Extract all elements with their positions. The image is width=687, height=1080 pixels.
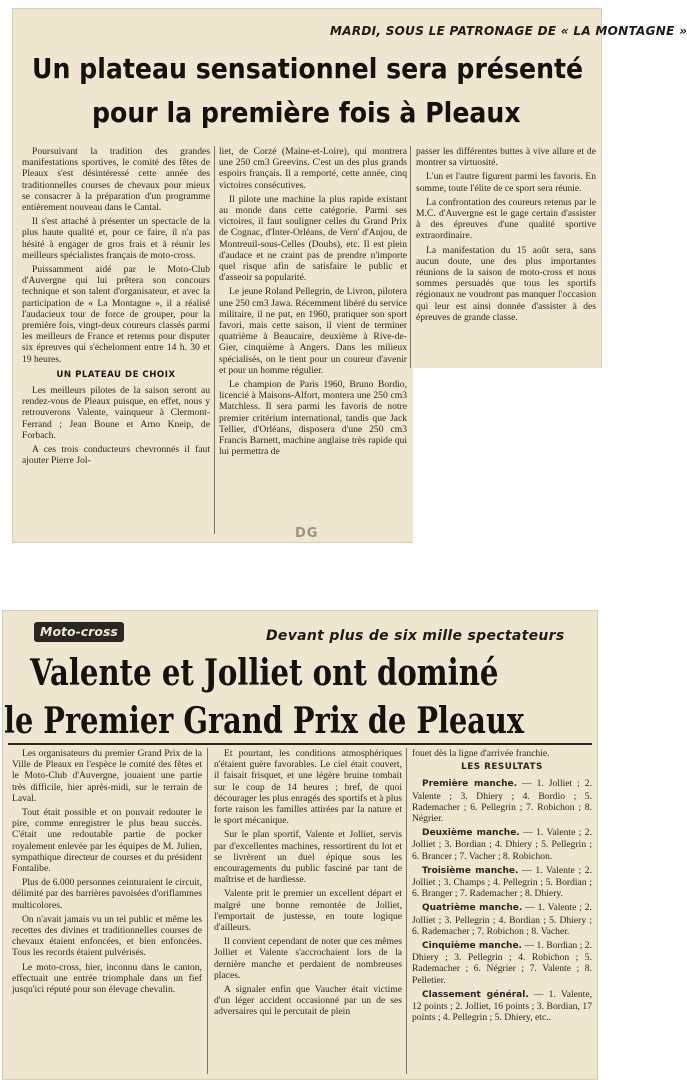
paragraph: Poursuivant la tradition des grandes manifestations sportives, le comité des fêtes de Pleaux s'est désintéressé cette année des traditionnelles courses de chevaux pour mieux se consacrer à la préparation d'un programme entièrement nouveau dans le Cantal.: [22, 146, 210, 214]
article-column-3: [416, 146, 596, 326]
result-entry: [412, 778, 592, 824]
result-entry: [412, 989, 592, 1024]
result-heading: Première manche.: [422, 779, 518, 790]
article-column-2: [214, 748, 402, 1021]
column-rule: [410, 146, 411, 368]
result-heading: Cinquième manche.: [422, 941, 522, 952]
paragraph: L'un et l'autre figurent parmi les favoris. En somme, toute l'élite de ce sport sera réunie.: [416, 171, 596, 194]
paragraph: Plus de 6.000 personnes ceinturaient le circuit, délimité par des barrières pavoisées d'oriflammes multicolores.: [12, 877, 202, 911]
headline-line-2: le Premier Grand Prix de Pleaux: [4, 700, 525, 742]
result-heading: Quatrième manche.: [422, 903, 523, 914]
paragraph: Il convient cependant de noter que ces mêmes Jolliet et Valente s'accrochaient lors de la dernière manche et perdaient de nombreuses places.: [214, 936, 402, 981]
paragraph: Les organisateurs du premier Grand Prix de la Ville de Pleaux en l'espèce le comité des fêtes et le Moto-Club d'Auvergne, jouaient une partie très difficile, hier après-midi, sur le terrain de Laval.: [12, 748, 202, 804]
paragraph: On n'avait jamais vu un tel public et même les recettes des divines et traditionnelles courses de chevaux étaient enfoncées, et bien enfoncées. Tous les records étaient pulvérisés.: [12, 913, 202, 959]
paragraph: Le champion de Paris 1960, Bruno Bordio, licencié à Maisons-Alfort, montera une 250 cm3 Matchless. Il sera parmi les favoris de notre premier critérium international, tandis que Jack Tellier, d'Orléans, disposera d'une 250 cm3 Francis Barnett, machine anglaise très rapide qui lui permettra de: [219, 379, 407, 458]
paragraph: Sur le plan sportif, Valente et Jolliet, servis par d'excellentes machines, ressortirent du lot et se livrèrent un duel épique sous les encouragements du public fasciné par tant de maîtrise et de hardiesse.: [214, 829, 402, 886]
result-entry: [412, 865, 592, 900]
paragraph: Valente prit le premier un excellent départ et malgré une bonne remontée de Jolliet, l'emportait de justesse, en toute logique d'ailleurs.: [214, 888, 402, 934]
result-text: — 1. Valente ; 2. Jolliet ; 3. Pellegrin ; 4. Bordian ; 5. Dhiery ; 6. Rademacher ; 7. Robichon ; 8. Vacher.: [412, 902, 592, 937]
column-rule: [406, 748, 407, 1074]
article-column-2: [219, 146, 407, 460]
stamp-mark: DG: [295, 526, 319, 541]
paragraph: passer les différentes buttes à vive allure et de montrer sa virtuosité.: [416, 146, 596, 169]
article-kicker: Devant plus de six mille spectateurs: [266, 628, 565, 644]
paragraph: liet, de Corzé (Maine-et-Loire), qui montrera une 250 cm3 Greevins. C'est un des plus grands espoirs français. Il a remporté, cette année, cinq victoires consécutives.: [219, 146, 407, 191]
paragraph: A signaler enfin que Vaucher était victime d'un léger accident occasionné par un de ses adversaires qui le percutait de plein: [214, 984, 402, 1018]
headline-line-1: Valente et Jolliet ont dominé: [30, 652, 499, 694]
article-column-1: [12, 748, 202, 998]
article-kicker: MARDI, SOUS LE PATRONAGE DE « LA MONTAGNE »: [330, 24, 687, 38]
paragraph: Et pourtant, les conditions atmosphériques n'étaient guère favorables. Le ciel était couvert, il faisait frisquet, et une légère bruine tombait sur le coup de 14 heures ; bref, de quoi décourager les plus enragés des sportifs et à plus forte raison les familles attirées par la nature et le sport mécanique.: [214, 748, 402, 827]
result-heading: Troisième manche.: [422, 865, 519, 876]
paragraph: La manifestation du 15 août sera, sans aucun doute, une des plus importantes réunions de la saison de moto-cross et nous sommes persuadés que tous les sportifs régionaux ne voudront pas manquer l'occasion qui leur est ainsi donnée d'assister à des épreuves de grande classe.: [416, 244, 596, 323]
result-entry: [412, 827, 592, 862]
result-entry: [412, 902, 592, 937]
results-title: LES RESULTATS: [461, 762, 543, 773]
result-heading: Deuxième manche.: [422, 828, 520, 839]
article-column-1: [22, 146, 210, 469]
section-subhead: UN PLATEAU DE CHOIX: [56, 369, 176, 380]
column-rule: [207, 748, 208, 1074]
paragraph: La confrontation des coureurs retenus par le M.C. d'Auvergne est le gage certain d'assister à des épreuves d'une qualité sportive extraordinaire.: [416, 196, 596, 242]
paragraph: A ces trois conducteurs chevronnés il faut ajouter Pierre Jol-: [22, 444, 210, 467]
headline-line-1: Un plateau sensationnel sera présenté: [32, 52, 584, 85]
paragraph: Le moto-cross, hier, inconnu dans le canton, effectuait une entrée triomphale dans un fief jusqu'ici réputé pour son élevage chevalin.: [12, 961, 202, 996]
paragraph: Les meilleurs pilotes de la saison seront au rendez-vous de Pleaux puisque, en effet, nous y retrouverons Valente, vainqueur à Clermont-Ferrand ; Jean Boune et Arno Kneip, de Forbach.: [22, 385, 210, 441]
paragraph: Il s'est attaché à présenter un spectacle de la plus haute qualité et, pour ce faire, il n'a pas hésité à engager de gros frais et à réunir les meilleurs spécialistes français de moto-cross.: [22, 216, 210, 261]
result-entry: [412, 940, 592, 986]
paragraph: fouet dès la ligne d'arrivée franchie.: [412, 748, 550, 759]
article-column-3: [412, 748, 592, 1026]
headline-rule: [8, 743, 592, 745]
result-text: — 1. Bordian ; 2. Dhiery ; 3. Pellegrin ; 4. Robichon ; 5. Rademacher ; 6. Négrier ; 7. Valente ; 8. Pelletier.: [412, 940, 592, 986]
article-clipping-grand-prix: [2, 610, 598, 1080]
paragraph: Il pilote une machine la plus rapide existant au monde dans cette catégorie. Parmi ses victoires, il faut souligner celles du Grand Prix de Cognac, d'Inter-Orléans, de Vern' d'Anjou, de Montreuil-sous-Celles (Doubs), etc. Il est plein d'audace et ne craint pas de prendre n'importe quel risque afin de satisfaire le public et d'asseoir sa popularité.: [219, 193, 407, 284]
results-list: [412, 778, 592, 1023]
article-clipping-plateau: [12, 8, 687, 543]
clipping-cutout: [413, 368, 605, 545]
section-badge: Moto-cross: [34, 622, 124, 642]
paragraph: Puissamment aidé par le Moto-Club d'Auvergne qui lui prêtera son concours technique et son talent d'organisateur, et avec la participation de « La Montagne », il a réalisé l'audacieux tour de force de grouper, pour la première fois, vingt-deux coureurs classés parmi les meilleurs de France et retenus pour disputer six épreuves qui s'échelonnent entre 14 h. 30 et 19 heures.: [22, 264, 210, 365]
column-rule: [214, 146, 215, 534]
result-text: — 1. Valente, 12 points ; 2. Jolliet, 16 points ; 3. Bordian, 17 points ; 4. Pellegrin ; 5. Dhiery, etc..: [412, 988, 592, 1024]
result-text: — 1. Valente ; 2. Jolliet ; 3. Bordian ; 4. Dhiery ; 5. Pellegrin ; 6. Brancer ; 7. Vacher ; 8. Robichon.: [412, 827, 592, 862]
headline-line-2: pour la première fois à Pleaux: [92, 96, 521, 129]
result-heading: Classement général.: [422, 989, 529, 1000]
paragraph: Tout était possible et on pouvait redouter le pire, comme enregistrer le plus beau succès. C'était une redoutable partie de pocker royalement enlevée par les équipes de M. Julien, sympathique directeur de courses et du président Fontalibe.: [12, 807, 202, 875]
paragraph: Le jeune Roland Pellegrin, de Livron, pilotera une 250 cm3 Jawa. Récemment libéré du service militaire, il ne put, en 1960, pratiquer son sport favori, mais cette saison, il vient de terminer quatrième à Beaucaire, deuxième à Rive-de-Gier, cinquième à Angers. Dans les milieux spécialisés, on le tient pour un coureur d'avenir et pour un homme régulier.: [219, 286, 407, 376]
result-text: — 1. Jolliet ; 2. Valente ; 3. Dhiery ; 4. Bordio ; 5. Rademacher ; 6. Pellegrin ; 7. Robichon ; 8. Négrier.: [412, 778, 592, 825]
result-text: — 1. Valente ; 2. Jolliet ; 3. Champs ; 4. Pellegrin ; 5. Bordian ; 6. Branger ; 7. Rademacher ; 8. Dhiery.: [412, 864, 592, 900]
